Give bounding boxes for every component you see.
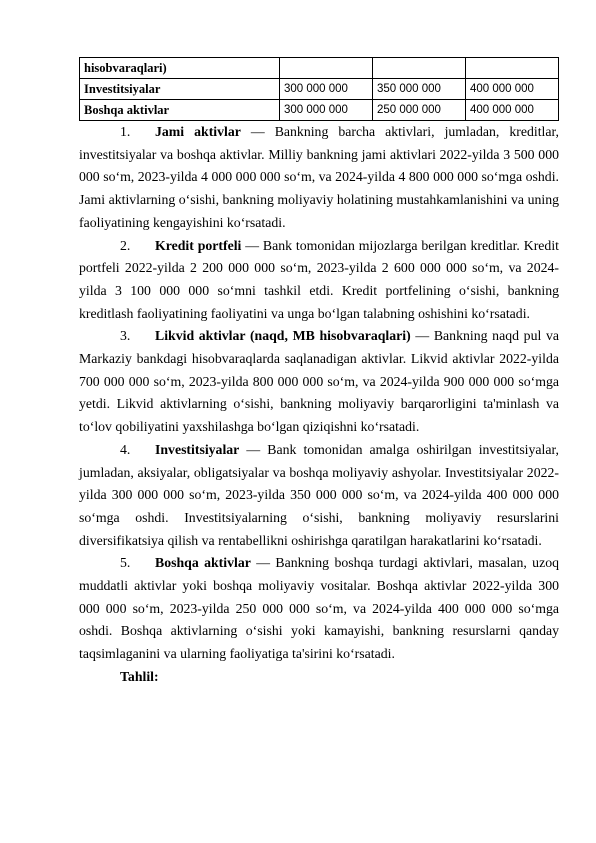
- item-text: — Bankning boshqa turdagi aktivlari, masalan, uzoq muddatli aktivlar yoki boshqa moliyaviy vositalar. Boshqa aktivlar 2022-yilda 300 000 000 so‘m, 2023-yilda 250 000 000 so‘m, va 2024-yilda 400 000 000 so‘mga oshdi. Boshqa aktivlarning o‘sishi yoki kamayishi, bankning resurslarni qanday taqsimlaganini va ularning faoliyatiga ta'sirini ko‘rsatadi.: [79, 555, 560, 662]
- table-row: [80, 58, 559, 79]
- item-number: 2.: [120, 237, 131, 253]
- item-term: Likvid aktivlar (naqd, MB hisobvaraqlari): [155, 328, 411, 344]
- row-label: Boshqa aktivlar: [80, 100, 280, 121]
- item-term: Investitsiyalar: [155, 441, 240, 457]
- value-2024: [466, 58, 559, 79]
- item-text: — Bankning naqd pul va Markaziy bankdagi hisobvaraqlarda saqlanadigan aktivlar. Likvid aktivlar 2022-yilda 700 000 000 so‘m, 2023-yilda 800 000 000 so‘m, va 2024-yilda 900 000 000 so‘mga yetdi. Likvid aktivlarning o‘sishi, bankning moliyaviy barqarorligini ta'minlash va to‘lov qobiliyatini yaxshilashga bo‘lgan qiziqishni ko‘rsatadi.: [79, 328, 559, 435]
- item-text: — Bank tomonidan amalga oshirilgan investitsiyalar, jumladan, aksiyalar, obligatsiyalar va boshqa moliyaviy ashyolar. Investitsiyalar 2022-yilda 300 000 000 so‘m, 2023-yilda 350 000 000 so‘m, va 2024-yilda 400 000 000 so‘mga oshdi. Investitsiyalarning o‘sishi, bankning moliyaviy resurslarini diversifikatsiya qilish va rentabellikni oshirishga qaratilgan harakatlarini ko‘rsatadi.: [79, 441, 559, 548]
- item-number: 4.: [120, 441, 131, 457]
- item-term: Kredit portfeli: [155, 237, 242, 253]
- value-2023: 350 000 000: [373, 79, 466, 100]
- value-2022: 300 000 000: [280, 79, 373, 100]
- list-item: [79, 235, 559, 326]
- item-text: — Bank tomonidan mijozlarga berilgan kreditlar. Kredit portfeli 2022-yilda 2 200 000 000 so‘m, 2023-yilda 2 600 000 000 so‘m, va 2024-yilda 3 100 000 000 so‘mni tashkil etdi. Kredit portfelining o‘sishi, bankning kreditlash faoliyatining faoliyatini va unga bo‘lgan talabning oshishini ko‘rsatadi.: [79, 237, 559, 321]
- table-row: [80, 79, 559, 100]
- table-row: [80, 100, 559, 121]
- item-text: — Bankning barcha aktivlari, jumladan, kreditlar, investitsiyalar va boshqa aktivlar. Milliy bankning jami aktivlari 2022-yilda 3 500 000 000 so‘m, 2023-yilda 4 000 000 000 so‘m, va 2024-yilda 4 800 000 000 so‘mga oshdi. Jami aktivlarning o‘sishi, bankning moliyaviy holatining mustahkamlanishini va uning faoliyatining kengayishini ko‘rsatadi.: [79, 124, 559, 230]
- item-number: 5.: [120, 555, 131, 571]
- value-2022: 300 000 000: [280, 100, 373, 121]
- list-item: [79, 121, 559, 235]
- value-2023: 250 000 000: [373, 100, 466, 121]
- value-2024: 400 000 000: [466, 79, 559, 100]
- item-number: 1.: [120, 124, 131, 139]
- list-item: [79, 439, 559, 553]
- analysis-heading: Tahlil:: [120, 668, 159, 684]
- row-label: hisobvaraqlari): [80, 58, 280, 79]
- item-term: Boshqa aktivlar: [155, 555, 251, 571]
- value-2023: [373, 58, 466, 79]
- list-item: [79, 552, 559, 666]
- list-item: [79, 325, 559, 439]
- value-2024: 400 000 000: [466, 100, 559, 121]
- value-2022: [280, 58, 373, 79]
- assets-table: [79, 57, 559, 121]
- row-label: Investitsiyalar: [80, 79, 280, 100]
- document-body: [79, 121, 559, 689]
- item-term: Jami aktivlar: [155, 124, 241, 139]
- item-number: 3.: [120, 328, 131, 344]
